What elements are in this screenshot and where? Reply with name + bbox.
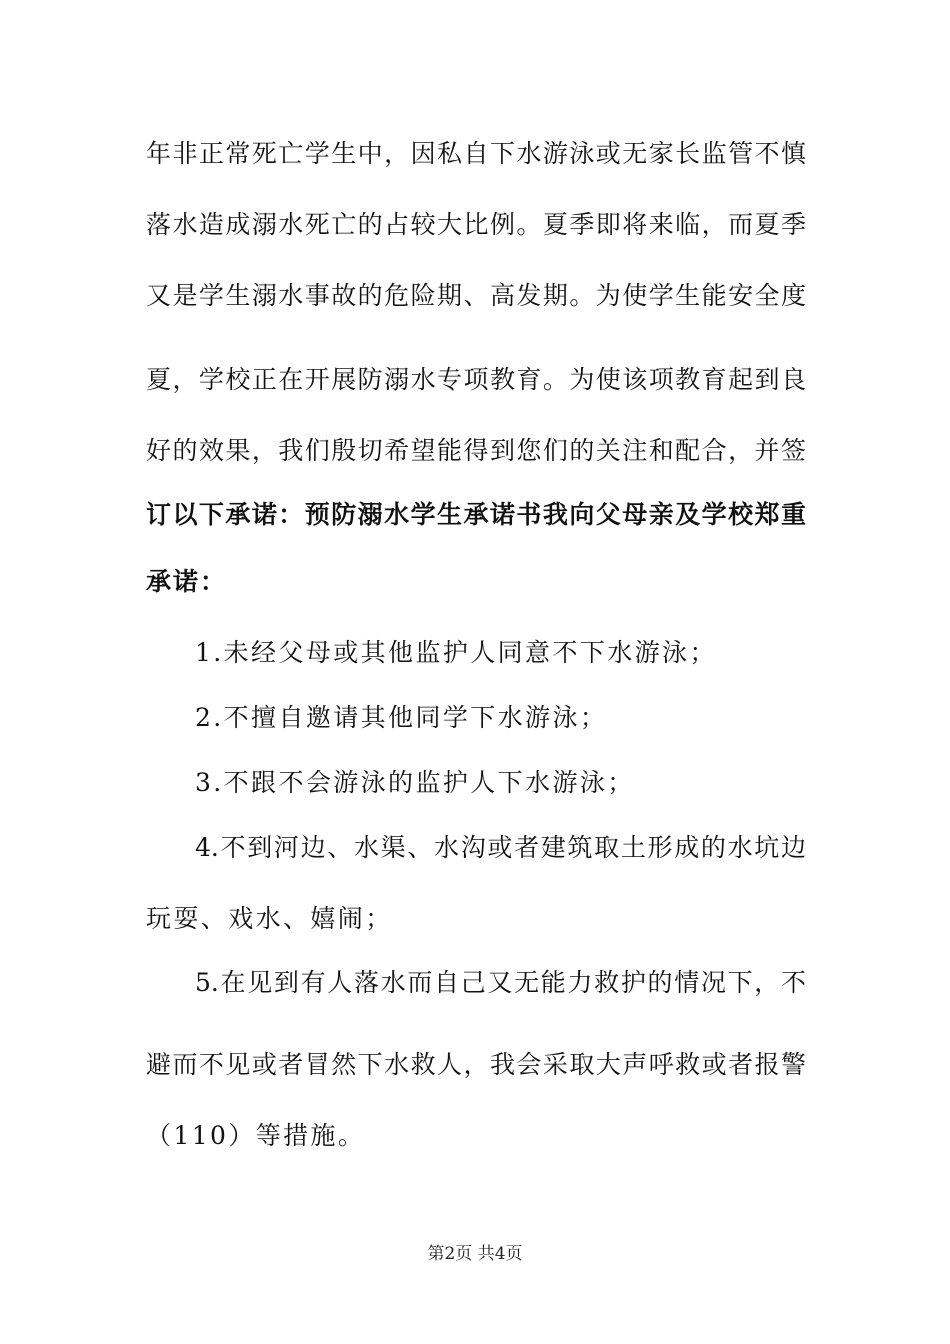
paragraph-line-1: 年非正常死亡学生中，因私自下水游泳或无家长监管不慎 (146, 139, 806, 168)
page-footer: 第2页 共4页 (427, 1244, 523, 1264)
list-item-5: 5.在见到有人落水而自己又无能力救护的情况下，不 (195, 968, 806, 997)
list-item-4: 4.不到河边、水渠、水沟或者建筑取土形成的水坑边 (195, 833, 806, 862)
heading-line-2: 承诺： (146, 567, 228, 596)
paragraph-line-3: 又是学生溺水事故的危险期、高发期。为使学生能安全度 (146, 281, 806, 310)
paragraph-line-4: 夏，学校正在开展防溺水专项教育。为使该项教育起到良 (146, 365, 806, 394)
list-item-3: 3.不跟不会游泳的监护人下水游泳； (195, 768, 635, 797)
list-item-1: 1.未经父母或其他监护人同意不下水游泳； (195, 638, 717, 667)
list-item-4-continued: 玩耍、戏水、嬉闹； (146, 904, 393, 933)
list-item-5-continued-1: 避而不见或者冒然下水救人，我会采取大声呼救或者报警 (146, 1050, 806, 1079)
list-item-5-continued-2: （110）等措施。 (146, 1121, 366, 1150)
paragraph-line-5: 好的效果，我们殷切希望能得到您们的关注和配合，并签 (146, 436, 806, 465)
heading-line-1: 订以下承诺：预防溺水学生承诺书我向父母亲及学校郑重 (146, 500, 806, 529)
paragraph-line-2: 落水造成溺水死亡的占较大比例。夏季即将来临，而夏季 (146, 210, 806, 239)
list-item-2: 2.不擅自邀请其他同学下水游泳； (195, 703, 608, 732)
